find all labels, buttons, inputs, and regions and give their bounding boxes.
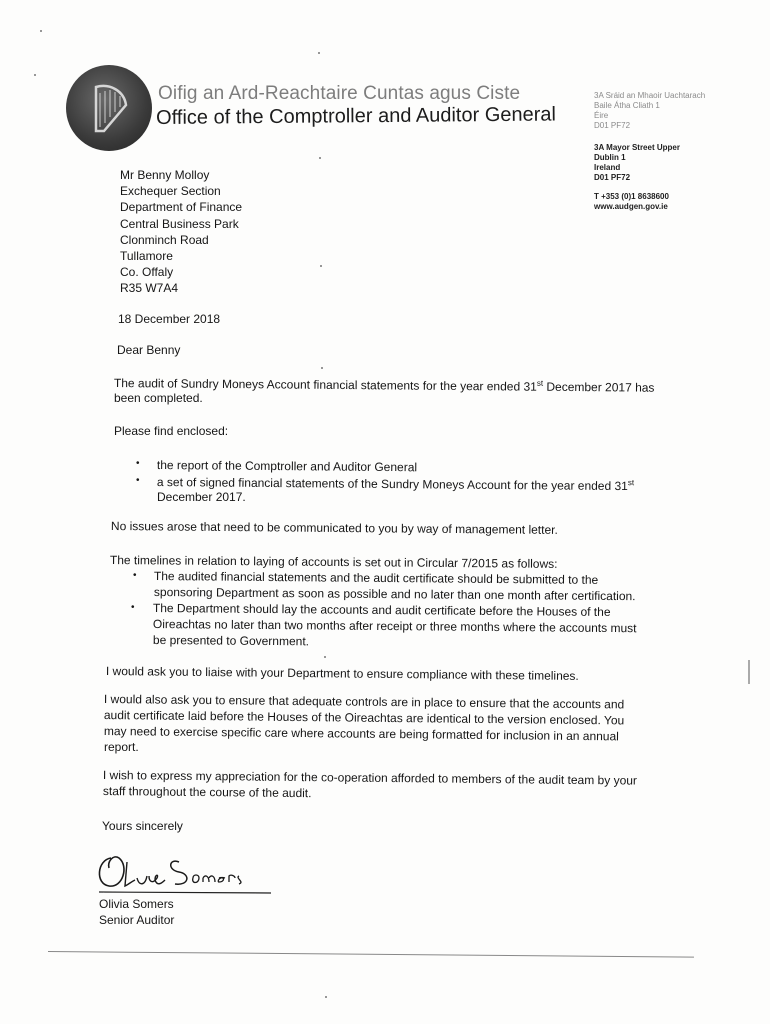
scan-speck [34,74,36,76]
closing: Yours sincerely [102,819,183,833]
address-irish-line: 3A Sráid an Mhaoir Uachtarach [594,91,706,100]
address-english-line: Ireland [594,163,621,172]
paragraph-no-issues: No issues arose that need to be communicated to you by way of management letter. [110,519,558,537]
signatory-title: Senior Auditor [99,913,175,927]
address-english-line: 3A Mayor Street Upper [594,143,680,152]
timeline-item1-line2: sponsoring Department as soon as possible and no later than one month after certification. [153,585,636,604]
bullet-icon: • [136,458,140,469]
timeline-item2-line2: Oireachtas no later than two months after receipt or three months where the accounts must [152,617,637,636]
para1-text: December 2017 has [543,379,655,395]
scan-speck [319,157,321,159]
para-controls-line: audit certificate laid before the Houses of the Oireachtas are identical to the version enclosed. You [103,708,625,728]
bullet-icon: • [136,475,140,486]
enclosed-item2-superscript: st [627,478,635,488]
scan-speck [320,265,322,267]
recipient-line: Department of Finance [120,200,243,215]
recipient-line: Tullamore [120,249,173,264]
address-irish-line: Baile Átha Cliath 1 [594,101,660,110]
phone-number: T +353 (0)1 8638600 [594,192,669,201]
org-name-english: Office of the Comptroller and Auditor General [156,103,557,129]
timeline-item1-line1: The audited financial statements and the audit certificate should be submitted to the [153,569,599,587]
timeline-item2-line1: The Department should lay the accounts and audit certificate before the Houses of the [152,601,611,619]
para1-superscript: st [536,378,544,388]
recipient-line: R35 W7A4 [120,281,179,296]
salutation: Dear Benny [117,343,181,357]
scan-speck [325,996,327,998]
recipient-line: Clonminch Road [120,232,209,247]
signatory-name: Olivia Somers [99,897,174,911]
address-irish-line: Éire [594,111,609,120]
enclosed-item2-text: a set of signed financial statements of the Sundry Moneys Account for the year ended 31 [156,474,628,494]
website: www.audgen.gov.ie [594,202,668,211]
org-name-irish: Oifig an Ard-Reachtaire Cuntas agus Ciste [158,83,521,104]
enclosed-item-report: the report of the Comptroller and Auditor General [156,458,418,475]
para-controls-line: report. [104,740,139,754]
recipient-line: Mr Benny Molloy [120,168,210,182]
para-appreciation-line: I wish to express my appreciation for the co-operation afforded to members of the audit team by your [102,768,638,788]
scan-speck [40,30,42,32]
recipient-line: Co. Offaly [120,265,174,280]
para-controls-line: may need to exercise specific care where accounts are being formatted for inclusion in an annual [103,724,619,744]
scan-speck [324,656,326,658]
recipient-line: Central Business Park [120,216,239,231]
timeline-item2-line3: be presented to Government. [152,633,310,649]
paragraph-liaise: I would ask you to liaise with your Department to ensure compliance with these timelines. [105,664,579,683]
address-irish-line: D01 PF72 [594,121,631,130]
para1-line2: been completed. [114,391,203,405]
scan-speck [318,52,320,54]
bullet-icon: • [131,602,135,613]
para1-text: The audit of Sundry Moneys Account financial statements for the year ended 31 [113,375,537,394]
para-appreciation-line: staff throughout the course of the audit. [102,784,312,801]
handwritten-signature [95,848,275,901]
letter-date: 18 December 2018 [118,312,221,326]
address-english-line: Dublin 1 [594,153,626,162]
signature-text: Olivia Somers [97,893,111,895]
address-english-line: D01 PF72 [594,173,631,182]
scan-edge-mark [748,660,750,684]
enclosed-item2-line2: December 2017. [157,490,246,504]
recipient-line: Exchequer Section [120,184,221,199]
bullet-icon: • [133,570,137,581]
scan-speck [321,367,323,369]
timelines-intro: The timelines in relation to laying of accounts is set out in Circular 7/2015 as follows: [109,553,558,571]
para-controls-line: I would also ask you to ensure that adequate controls are in place to ensure that the accounts and [103,692,625,712]
enclosed-intro: Please find enclosed: [114,424,229,438]
